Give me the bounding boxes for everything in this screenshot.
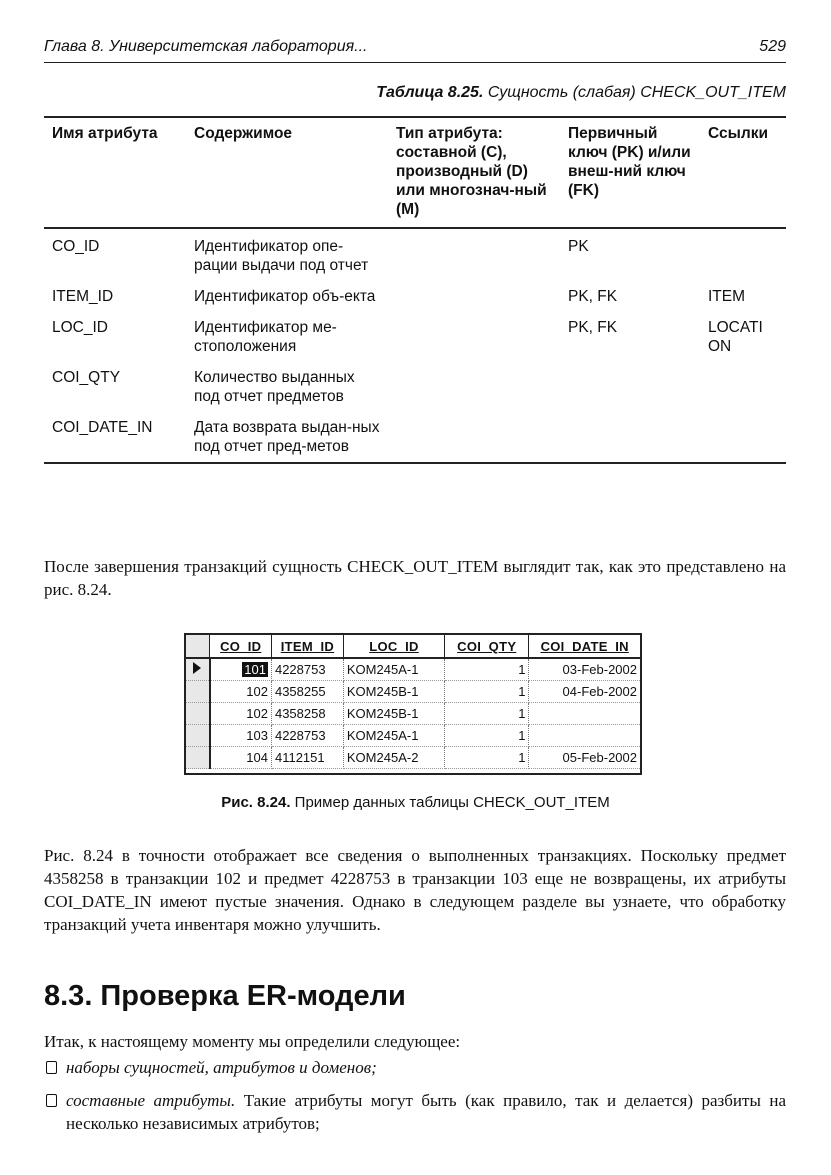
attribute-row bbox=[44, 281, 786, 312]
cell-item-id[interactable]: 4228753 bbox=[271, 658, 343, 681]
bullet-text: Такие атрибуты могут быть (как правило, так и делается) разбиты на несколько независимых атрибутов; bbox=[66, 1091, 786, 1133]
attribute-type bbox=[388, 312, 560, 362]
column-header-loc-id[interactable]: LOC_ID bbox=[343, 635, 444, 658]
record-selector[interactable] bbox=[186, 747, 210, 769]
bullet-term: составные атрибуты. bbox=[66, 1091, 236, 1110]
cell-co-id[interactable]: 102 bbox=[210, 681, 272, 703]
explanation-paragraph: Рис. 8.24 в точности отображает все сведения о выполненных транзакциях. Поскольку предмет 4358258 в транзакции 102 и предмет 4228753 в транзакции 103 еще не возвращены, их атрибуты COI_DATE_IN имеют пустые значения. Однако в следующем разделе вы узнаете, что обработку транзакций учета инвентаря можно улучшить. bbox=[44, 846, 786, 934]
current-cell: 101 bbox=[244, 662, 266, 677]
attributes-table bbox=[44, 116, 786, 464]
cell-coi-qty[interactable]: 1 bbox=[445, 681, 529, 703]
cell-co-id[interactable]: 103 bbox=[210, 725, 272, 747]
attributes-table-header-row bbox=[44, 117, 786, 228]
figure-caption bbox=[0, 794, 831, 811]
record-selector[interactable] bbox=[186, 703, 210, 725]
attribute-name: COI_QTY bbox=[52, 369, 121, 386]
table-caption bbox=[376, 84, 786, 102]
cell-coi-date-in[interactable] bbox=[529, 703, 640, 725]
attribute-name: CO_ID bbox=[52, 238, 100, 255]
attribute-content: Идентификатор объ-екта bbox=[194, 288, 376, 305]
attribute-key: PK, FK bbox=[568, 319, 618, 336]
bullet-item bbox=[44, 1056, 786, 1079]
attribute-type bbox=[388, 412, 560, 463]
attribute-key bbox=[560, 412, 700, 463]
column-header-co-id[interactable]: CO_ID bbox=[210, 635, 272, 658]
column-header-coi-date-in[interactable]: COI_DATE_IN bbox=[529, 635, 640, 658]
attribute-key bbox=[560, 362, 700, 412]
header-key: Первичный ключ (PK) и/или внеш-ний ключ (FK) bbox=[560, 117, 700, 228]
checkbox-bullet-icon bbox=[46, 1094, 57, 1107]
cell-coi-date-in[interactable]: 03-Feb-2002 bbox=[529, 658, 640, 681]
bullet-term: наборы сущностей, атрибутов и доменов; bbox=[66, 1058, 377, 1077]
datasheet-row[interactable] bbox=[186, 703, 640, 725]
bullet-list bbox=[44, 1056, 786, 1145]
datasheet-row[interactable] bbox=[186, 681, 640, 703]
attribute-refs bbox=[700, 412, 786, 463]
attribute-type bbox=[388, 362, 560, 412]
intro-paragraph: После завершения транзакций сущность CHECK_OUT_ITEM выглядит так, как это представлено на рис. 8.24. bbox=[44, 557, 786, 599]
cell-item-id[interactable]: 4228753 bbox=[271, 725, 343, 747]
cell-item-id[interactable]: 4358258 bbox=[271, 703, 343, 725]
cell-coi-qty[interactable]: 1 bbox=[445, 747, 529, 769]
cell-coi-date-in[interactable]: 04-Feb-2002 bbox=[529, 681, 640, 703]
table-caption-title: Сущность (слабая) CHECK_OUT_ITEM bbox=[487, 84, 786, 101]
cell-coi-date-in[interactable] bbox=[529, 725, 640, 747]
attribute-name: COI_DATE_IN bbox=[52, 419, 153, 436]
cell-co-id[interactable]: 104 bbox=[210, 747, 272, 769]
checkbox-bullet-icon bbox=[46, 1061, 57, 1074]
cell-loc-id[interactable]: KOM245B-1 bbox=[343, 681, 444, 703]
figure-caption-text: Пример данных таблицы CHECK_OUT_ITEM bbox=[294, 794, 610, 811]
attribute-refs: ITEM bbox=[708, 288, 746, 305]
page-number: 529 bbox=[759, 38, 786, 55]
cell-coi-qty[interactable]: 1 bbox=[445, 658, 529, 681]
cell-loc-id[interactable]: KOM245A-1 bbox=[343, 725, 444, 747]
running-header bbox=[44, 38, 786, 63]
record-selector[interactable] bbox=[186, 658, 210, 681]
cell-coi-date-in[interactable]: 05-Feb-2002 bbox=[529, 747, 640, 769]
attribute-type bbox=[388, 228, 560, 281]
cell-item-id[interactable]: 4358255 bbox=[271, 681, 343, 703]
chapter-title: Глава 8. Университетская лаборатория... bbox=[44, 38, 368, 55]
attribute-content: Идентификатор опе-рации выдачи под отчет bbox=[194, 238, 369, 274]
attributes-table-container bbox=[44, 116, 786, 464]
record-selector[interactable] bbox=[186, 725, 210, 747]
column-header-coi-qty[interactable]: COI_QTY bbox=[445, 635, 529, 658]
header-content: Содержимое bbox=[186, 117, 388, 228]
figure-caption-number: Рис. 8.24. bbox=[221, 794, 291, 811]
cell-loc-id[interactable]: KOM245B-1 bbox=[343, 703, 444, 725]
attribute-row bbox=[44, 412, 786, 463]
attribute-refs bbox=[700, 362, 786, 412]
table-caption-number: Таблица 8.25. bbox=[376, 84, 484, 101]
attribute-content: Идентификатор ме-стоположения bbox=[194, 319, 337, 355]
attribute-refs bbox=[700, 228, 786, 281]
datasheet-row[interactable] bbox=[186, 725, 640, 747]
cell-loc-id[interactable]: KOM245A-2 bbox=[343, 747, 444, 769]
attribute-content: Количество выданных под отчет предметов bbox=[194, 369, 355, 405]
attribute-content: Дата возврата выдан-ных под отчет пред-метов bbox=[194, 419, 380, 455]
section-heading: 8.3. Проверка ER-модели bbox=[44, 980, 406, 1012]
attribute-type bbox=[388, 281, 560, 312]
section-intro: Итак, к настоящему моменту мы определили следующее: bbox=[44, 1032, 461, 1051]
datasheet-header-row bbox=[186, 635, 640, 658]
cell-coi-qty[interactable]: 1 bbox=[445, 725, 529, 747]
datasheet-grid bbox=[186, 635, 640, 769]
cell-co-id[interactable]: 102 bbox=[210, 703, 272, 725]
current-record-arrow-icon bbox=[193, 662, 201, 674]
attribute-row bbox=[44, 228, 786, 281]
header-attribute-type: Тип атрибута: составной (С), производный (D) или многознач-ный (М) bbox=[388, 117, 560, 228]
record-selector[interactable] bbox=[186, 681, 210, 703]
cell-coi-qty[interactable]: 1 bbox=[445, 703, 529, 725]
attribute-name: LOC_ID bbox=[52, 319, 108, 336]
cell-item-id[interactable]: 4112151 bbox=[271, 747, 343, 769]
attribute-key: PK, FK bbox=[568, 288, 618, 305]
attribute-row bbox=[44, 362, 786, 412]
bullet-item bbox=[44, 1089, 786, 1135]
datasheet-row[interactable] bbox=[186, 658, 640, 681]
attribute-row bbox=[44, 312, 786, 362]
datasheet-row[interactable] bbox=[186, 747, 640, 769]
attribute-refs: LOCATI ON bbox=[708, 319, 763, 355]
header-attribute-name: Имя атрибута bbox=[44, 117, 186, 228]
header-references: Ссылки bbox=[700, 117, 786, 228]
column-header-item-id[interactable]: ITEM_ID bbox=[271, 635, 343, 658]
attribute-key: PK bbox=[568, 238, 589, 255]
record-selector-header[interactable] bbox=[186, 635, 210, 658]
attribute-name: ITEM_ID bbox=[52, 288, 114, 305]
cell-loc-id[interactable]: KOM245A-1 bbox=[343, 658, 444, 681]
cell-co-id[interactable] bbox=[210, 658, 272, 681]
datasheet-figure bbox=[184, 633, 642, 775]
